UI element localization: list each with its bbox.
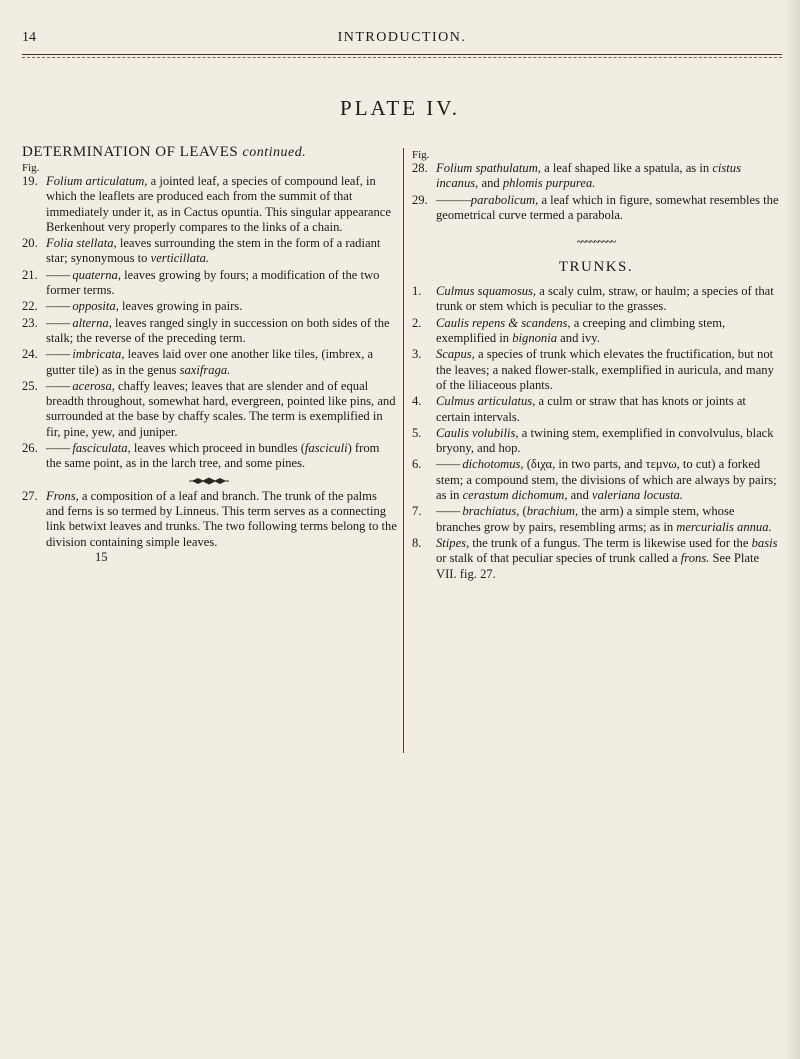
section-title-leaves: DETERMINATION OF LEAVES continued.: [22, 144, 307, 160]
ornament-divider: ~~~~~~~~~: [577, 237, 615, 249]
entry-21: 21. —— quaterna, leaves growing by fours; a modification of the two former terms.: [22, 267, 380, 298]
entry-28: 28. Folium spathulatum, a leaf shaped like a spatula, as in cistus incanus, and phlomis purpurea.: [412, 161, 741, 191]
trunk-entry-4: 4. Culmus articulatus, a culm or straw that has knots or joints at certain intervals.: [412, 394, 746, 424]
header-rule: [22, 54, 782, 55]
trunk-entry-5: 5. Caulis volubilis, a twining stem, exemplified in convolvulus, black bryony, and hop.: [412, 425, 774, 456]
page-number: 14: [22, 30, 36, 45]
page-edge-shadow: [786, 0, 800, 1059]
entry-25: 25. —— acerosa, chaffy leaves; leaves that are slender and of equal breadth throughout, somewhat hard, evergreen, pointed like pins, and surrounded at the base by chaffy scales. The term is exemplified in fir, pine, yew, and juniper.: [22, 378, 396, 439]
ornament-divider: [22, 475, 397, 487]
entry-23: 23. —— alterna, leaves ranged singly in succession on both sides of the stalk; the reverse of the preceding term.: [22, 315, 390, 345]
entry-19: 19. Folium articulatum, a jointed leaf, a species of compound leaf, in which the leaflets are produced each from the summit of that immediately under it, as in Cactus opuntia. This singular appearance Berkenhout very properly compares to the links of a chain.: [22, 174, 391, 234]
entry-22: 22. —— opposita, leaves growing in pairs.: [22, 299, 243, 314]
entry-29: 29. ———parabolicum, a leaf which in figure, somewhat resembles the geometrical curve termed a parabola.: [412, 192, 779, 222]
fig-label: Fig.: [22, 162, 40, 174]
plate-title: PLATE IV.: [340, 96, 460, 120]
entry-27: 27. Frons, a composition of a leaf and branch. The trunk of the palms and ferns is so termed by Linneus. This term serves as a connecting link betwixt leaves and trunks. The two following terms belong to the division containing simple leaves.: [22, 488, 397, 549]
right-column: [412, 143, 780, 582]
trunk-entry-6: 6. —— dichotomus, (διχα, in two parts, and τεμνω, to cut) a forked stem; a compound stem, the divisions of which are always by pairs; as in cerastum dichomum, and valeriana locusta.: [412, 457, 777, 503]
page-header: [22, 30, 782, 50]
entry-24: 24. —— imbricata, leaves laid over one another like tiles, (imbrex, a gutter tile) as in the genus saxifraga.: [22, 347, 374, 377]
entry-26: 26. —— fasciculata, leaves which proceed in bundles (fasciculi) from the same point, as in the larch tree, and some pines.: [22, 441, 380, 471]
running-head: INTRODUCTION.: [337, 30, 467, 45]
trunk-entry-1: 1. Culmus squamosus, a scaly culm, straw, or haulm; a species of that trunk or stem which is peculiar to the grasses.: [412, 284, 774, 314]
header-rule-dashed: [22, 57, 782, 58]
fig-label: Fig.: [412, 149, 430, 161]
trunk-entry-8: 8. Stipes, the trunk of a fungus. The term is likewise used for the basis or stalk of that peculiar species of trunk called a frons. See Plate VII. fig. 27.: [412, 535, 778, 581]
left-column: [22, 143, 397, 564]
column-divider: [403, 148, 404, 753]
trunk-entry-2: 2. Caulis repens & scandens, a creeping and climbing stem, exemplified in bignonia and ivy.: [412, 315, 726, 346]
trunk-entry-3: 3. Scapus, a species of trunk which elevates the fructification, but not the leaves; a naked flower-stalk, exemplified in auricula, and many of the liliaceous plants.: [412, 347, 774, 392]
catchword-page-number: 15: [95, 549, 108, 564]
entry-20: 20. Folia stellata, leaves surrounding the stem in the form of a radiant star; synonymous to verticillata.: [22, 236, 381, 266]
section-title-trunks: TRUNKS.: [558, 259, 634, 276]
trunk-entry-7: 7. —— brachiatus, (brachium, the arm) a simple stem, whose branches grow by pairs, resembling arms; as in mercurialis annua.: [412, 504, 772, 534]
